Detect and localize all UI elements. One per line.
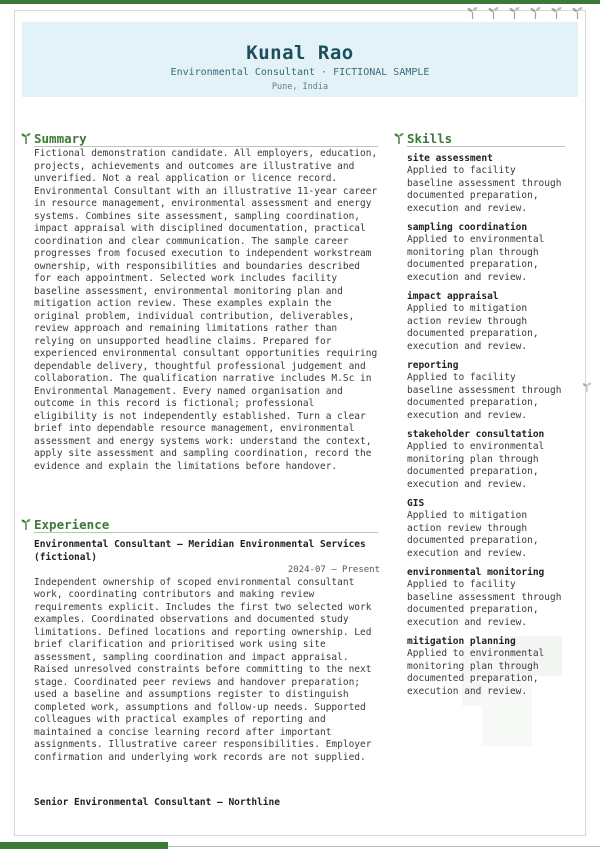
candidate-title: Environmental Consultant · FICTIONAL SAMPLE: [170, 67, 430, 78]
skill-name: impact appraisal: [407, 291, 499, 302]
skill-description: Applied to facility baseline assessment through documented preparation, execution and review.: [407, 579, 562, 628]
job-description: Independent ownership of scoped environmental consultant work, coordinating contributors and making review requirements explicit. Includes the first two selected work examples. Coordinated observations and documented study limitations. Defined locations and reporting ownership. Led brief clarification and prioritised work using site assessment, sampling coordination and impact appraisal. Raised unresolved constraints before committing to the next stage. Coordinated peer reviews and handover preparation; used a baseline and assumptions register to distinguish completed work, assumptions and follow-up needs. Supported colleagues with practical examples of reporting and maintained a concise learning record after important assignments. Illustrative career responsibilities. Employer confirmation and underlying work records are not supplied.: [34, 576, 372, 763]
skill-description: Applied to environmental monitoring plan through documented preparation, execution and review.: [407, 234, 545, 283]
skill-item: [407, 290, 567, 353]
job-title: Senior Environmental Consultant — Northline: [34, 797, 280, 808]
skill-name: GIS: [407, 498, 425, 509]
candidate-location: Pune, India: [271, 82, 329, 92]
candidate-name: Kunal Rao: [246, 42, 354, 64]
skill-description: Applied to environmental monitoring plan through documented preparation, execution and review.: [407, 648, 545, 697]
skill-item: [407, 221, 567, 284]
skill-name: reporting: [407, 360, 459, 371]
sprout-icon: [506, 6, 523, 19]
sprout-icon: [20, 515, 32, 534]
sprout-icon: [580, 378, 594, 397]
skill-description: Applied to mitigation action review through documented preparation, execution and review.: [407, 303, 539, 352]
job-entry: [34, 539, 380, 764]
sprout-icon: [485, 6, 502, 19]
skill-description: Applied to mitigation action review through documented preparation, execution and review.: [407, 510, 539, 559]
skill-item: [407, 566, 567, 629]
skills-rule: [407, 146, 565, 147]
skill-item: [407, 428, 567, 491]
job-entry: [34, 797, 380, 810]
bottom-rule: [168, 846, 600, 847]
skill-name: environmental monitoring: [407, 567, 545, 578]
sprout-icon: [569, 6, 586, 19]
skill-description: Applied to facility baseline assessment through documented preparation, execution and review.: [407, 372, 562, 421]
sprout-icon: [393, 129, 405, 148]
sprout-icon: [527, 6, 544, 19]
summary-text: Fictional demonstration candidate. All employers, education, projects, achievements and outcomes are illustrative and unverified. Not a real application or licence record. Environmental Consultant with an illustrative 11-year career in resource management, environmental assessment and energy systems. Combines site assessment, sampling coordination, impact appraisal with disciplined documentation, practical coordination and clear communication. The sample career progresses from focused execution to independent workstream ownership, with responsibilities and boundaries described for each appointment. Selected work includes facility baseline assessment, environmental monitoring plan and mitigation action review. These examples explain the original problem, individual contribution, deliverables, review approach and remaining limitations rather than relying on unsupported headline claims. Prepared for experienced environmental consultant opportunities requiring dependable delivery, thoughtful professional judgement and collaboration. The qualification narrative includes M.Sc in Environmental Management. Every named organisation and outcome in this record is fictional; professional eligibility is not independently established. Turn a clear brief into dependable resource management, environmental assessment and energy systems work: understand the context, apply site assessment and sampling coordination, record the evidence and explain the limitations before handover.: [34, 148, 378, 472]
summary-rule: [34, 146, 378, 147]
skill-name: site assessment: [407, 153, 493, 164]
job-title: Environmental Consultant — Meridian Environmental Services (fictional): [34, 539, 366, 563]
sprout-icon: [548, 6, 565, 19]
sprout-icon: [464, 6, 481, 19]
skill-description: Applied to facility baseline assessment through documented preparation, execution and review.: [407, 165, 562, 214]
skill-description: Applied to environmental monitoring plan through documented preparation, execution and review.: [407, 441, 545, 490]
top-accent-bar: [0, 0, 600, 4]
experience-heading: Experience: [34, 517, 110, 532]
skill-name: mitigation planning: [407, 636, 516, 647]
summary-heading: Summary: [34, 131, 87, 146]
skill-item: [407, 497, 567, 560]
resume-header: [22, 22, 578, 97]
skill-name: sampling coordination: [407, 222, 528, 233]
skill-item: [407, 359, 567, 422]
skills-heading: Skills: [407, 131, 453, 146]
sprout-icon: [20, 129, 32, 148]
skill-item: [407, 635, 567, 698]
bottom-accent-bar: [0, 842, 168, 849]
skill-item: [407, 152, 567, 215]
sprout-decoration: [464, 6, 586, 19]
skills-list: [407, 152, 567, 704]
skill-name: stakeholder consultation: [407, 429, 545, 440]
experience-rule: [34, 532, 378, 533]
job-date: 2024-07 – Present: [287, 565, 380, 575]
